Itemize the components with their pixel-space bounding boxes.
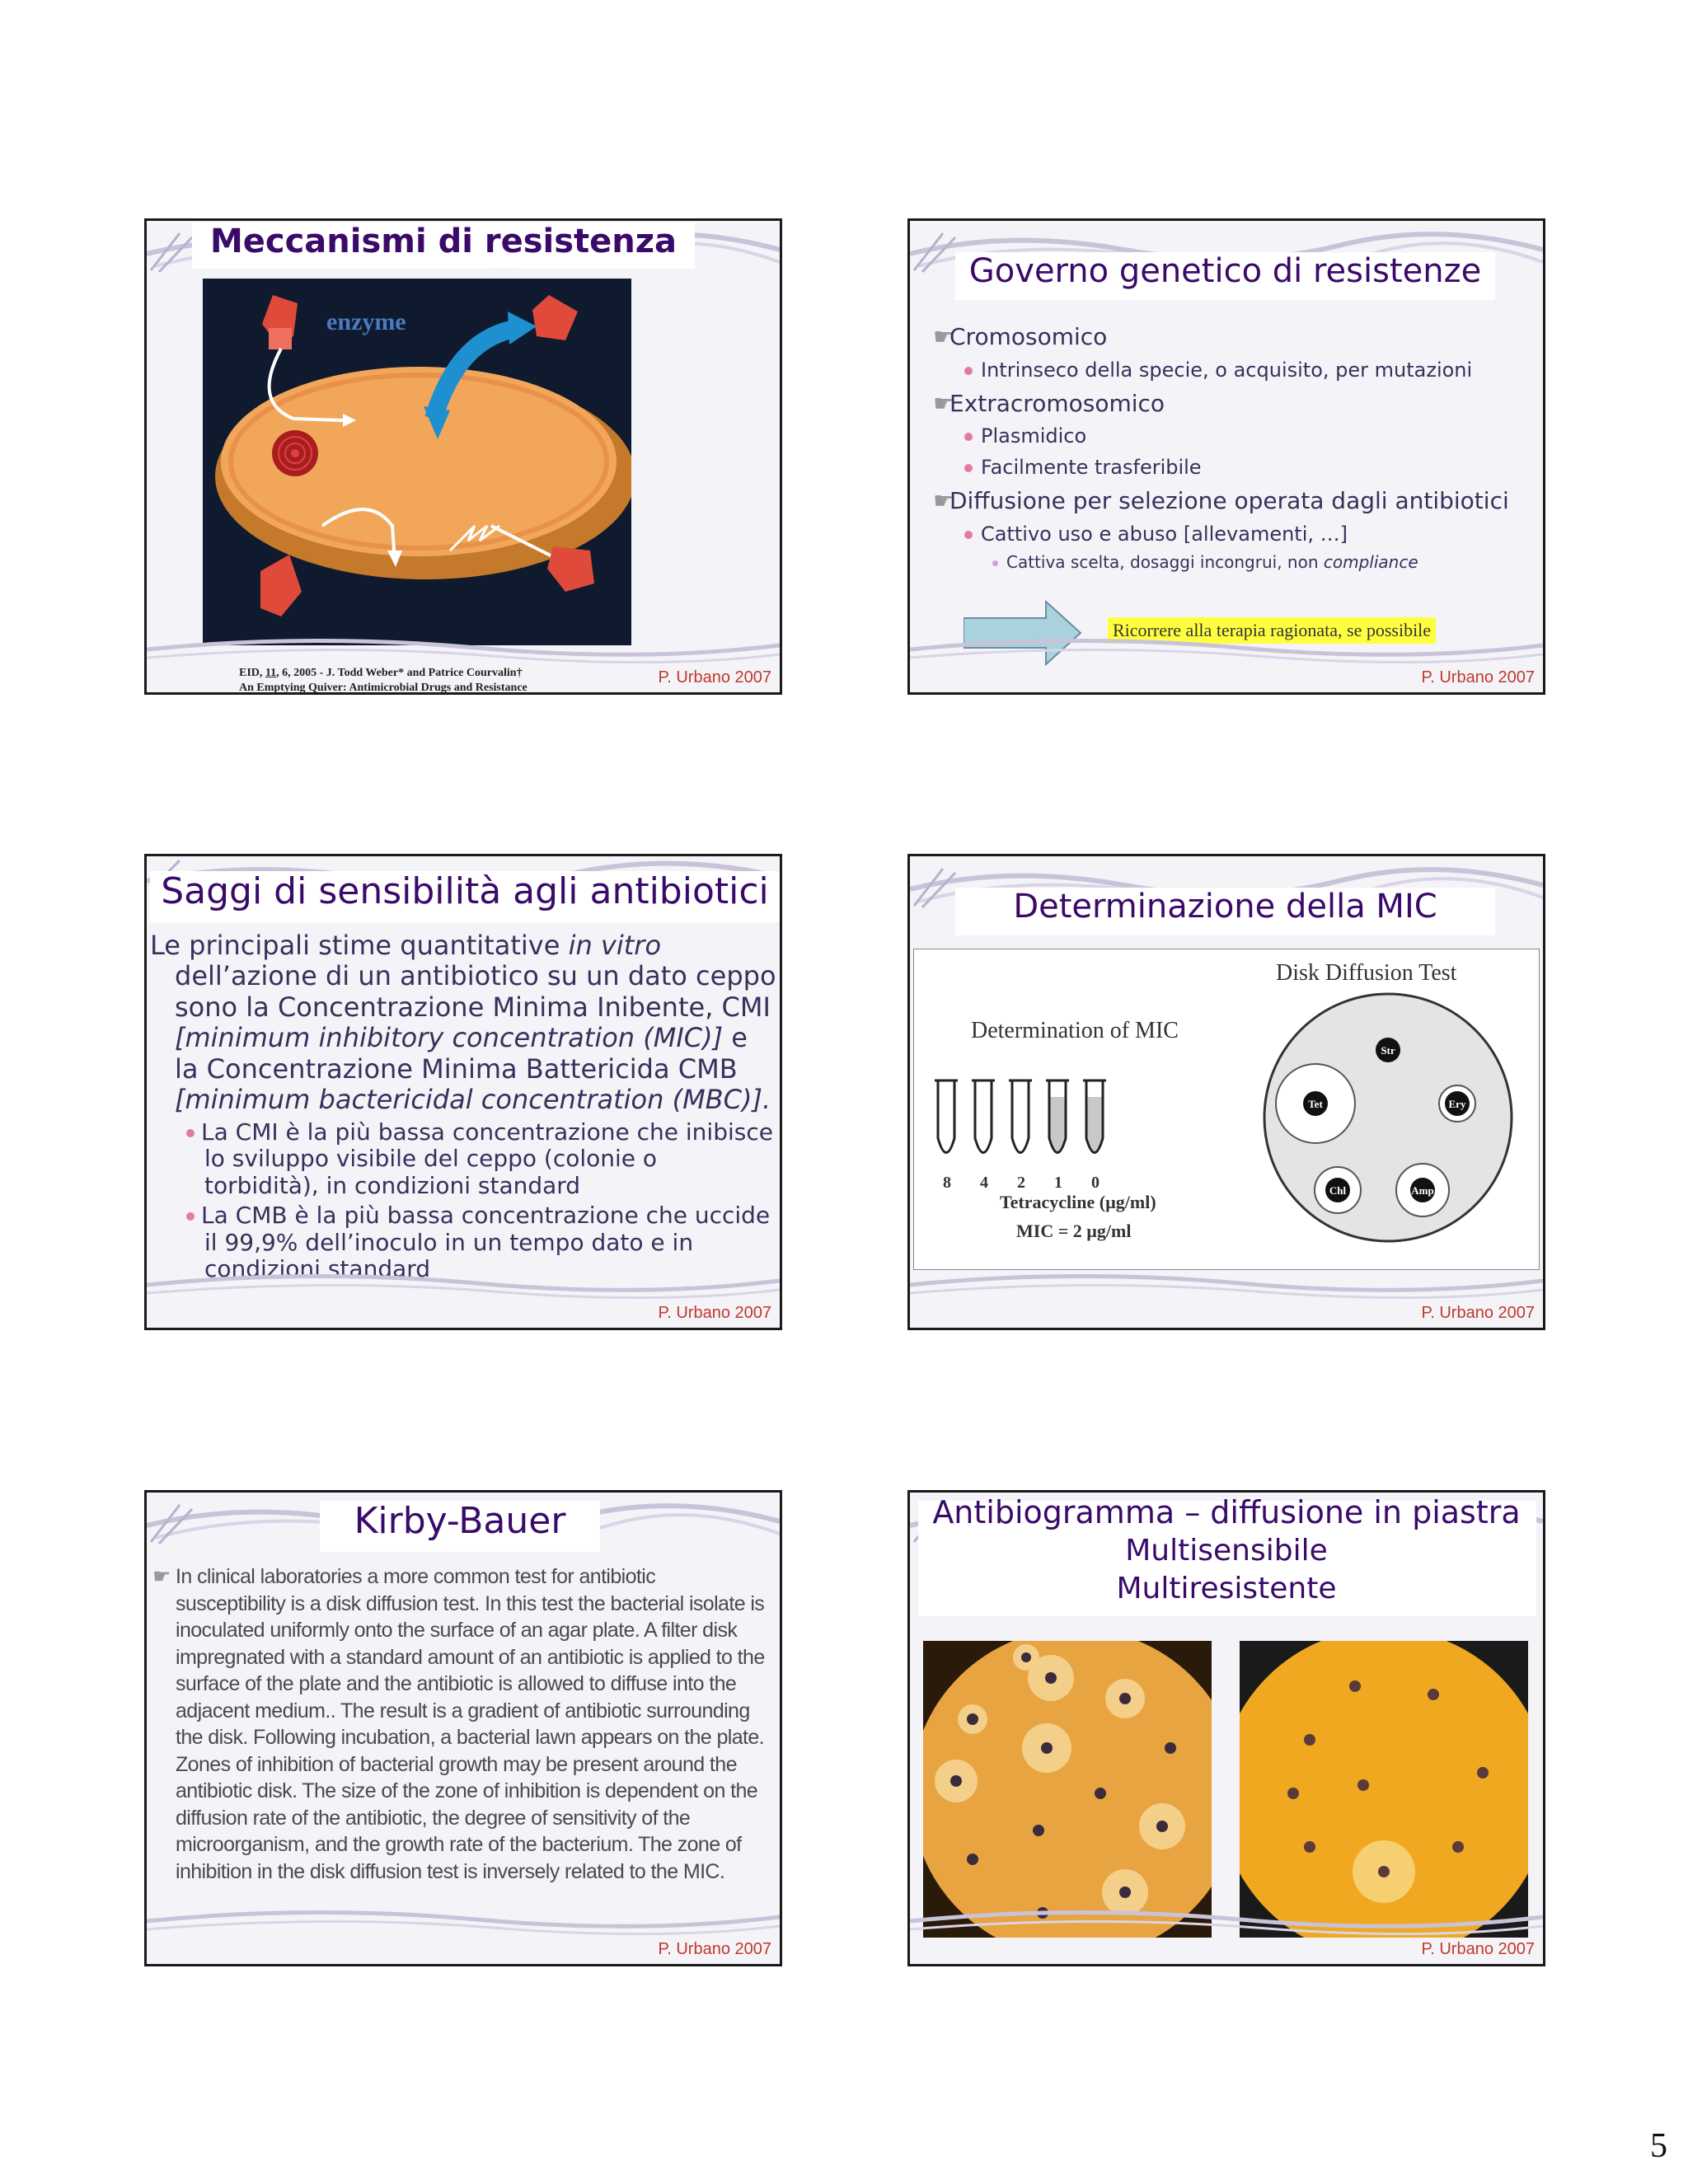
bullet-item: [964, 456, 1202, 479]
bullet-dot-icon: [964, 531, 973, 539]
tube-concentration-label: 0: [1091, 1174, 1100, 1192]
mic-result: MIC = 2 µg/ml: [1016, 1221, 1132, 1241]
antibiotic-disk: [1439, 1085, 1475, 1122]
page-number: 5: [1650, 2127, 1667, 2165]
slide-meccanismi: [144, 218, 782, 695]
mic-diagram: [913, 949, 1540, 1270]
slide-footer: P. Urbano 2007: [1421, 668, 1535, 687]
citation-part: EID,: [239, 667, 265, 679]
bullet-item: [933, 390, 1165, 417]
antibiotic-disk: [1396, 1164, 1449, 1216]
paragraph: In clinical laboratories a more common test for antibiotic susceptibility is a disk diffusion test. In this test the bacterial isolate is inoculated uniformly onto the surface of an agar plate. A filter disk impregnated with a standard amount of an antibiotic is applied to the surface of the plate and the antibiotic is allowed to diffuse into the adjacent medium.. The result is a gradient of antibiotic surrounding the disk. Following incubation, a bacterial lawn appears on the plate. Zones of inhibition of bacterial growth may be present around the antibiotic disk. The size of the zone of inhibition is dependent on the diffusion rate of the antibiotic, the degree of sensitivity of the microorganism, and the growth rate of the bacterium. The zone of inhibition in the disk diffusion test is inversely related to the MIC.: [176, 1565, 765, 1883]
bullet-text: Facilmente trasferibile: [981, 456, 1202, 479]
disk-test-title: Disk Diffusion Test: [1276, 960, 1457, 986]
slide-title: Governo genetico di resistenze: [955, 252, 1495, 300]
slide-footer: P. Urbano 2007: [658, 1304, 771, 1322]
slide-footer: P. Urbano 2007: [658, 668, 771, 687]
bullet-item: [992, 552, 1418, 572]
callout-highlight: Ricorrere alla terapia ragionata, se possibile: [1108, 617, 1436, 644]
bullet-item: [964, 523, 1348, 546]
disk-label: Tet: [1308, 1098, 1323, 1110]
quill-bullet-icon: ☛: [933, 390, 954, 417]
bullet-text: Cattivo uso e abuso [allevamenti, …]: [981, 523, 1348, 546]
slide-title: Determinazione della MIC: [955, 888, 1495, 935]
slide-determinazione-mic: [907, 854, 1545, 1330]
swirl-decoration: [910, 1268, 1543, 1301]
bullet-text: Plasmidico: [981, 424, 1087, 448]
slide-title: Saggi di sensibilità agli antibiotici: [150, 871, 780, 922]
antibiotic-disk: [1276, 1064, 1355, 1143]
swirl-decoration: [910, 1905, 1543, 1938]
bullet-dot-icon: [186, 1129, 195, 1137]
slide-subtitle: Multiresistente: [1116, 1572, 1337, 1605]
sub-bullet: [150, 1119, 776, 1199]
citation-title: An Emptying Quiver: Antimicrobial Drugs and Resistance: [239, 681, 528, 694]
bullet-text: Diffusione per selezione operata dagli antibiotici: [950, 487, 1509, 514]
quill-bullet-icon: ☛: [933, 487, 954, 514]
axis-label: Tetracycline (µg/ml): [1000, 1192, 1156, 1212]
slide-footer: P. Urbano 2007: [1421, 1940, 1535, 1958]
bullet-text: Extracromosomico: [950, 390, 1165, 417]
slide-title: Kirby-Bauer: [320, 1501, 600, 1552]
swirl-decoration: [147, 1905, 780, 1938]
citation-volume: 11: [265, 667, 277, 679]
text-run: dell’azione di un antibiotico su un dato ceppo sono la Concentrazione Minima Inibente, CMI: [175, 960, 776, 1023]
slide-subtitle: Multisensibile: [1125, 1534, 1328, 1568]
disk-label: Amp: [1411, 1184, 1434, 1197]
bullet-text: La CMB è la più bassa concentrazione che uccide il 99,9% dell’inoculo in un tempo dato e in condizioni standard: [201, 1202, 771, 1282]
bullet-dot-icon: [964, 464, 973, 472]
bullet-dot-icon: [186, 1212, 195, 1221]
citation: [239, 666, 626, 695]
bullet-dot-icon: [992, 560, 998, 566]
mic-title: Determination of MIC: [971, 1018, 1179, 1043]
swirl-decoration: [910, 633, 1543, 666]
text-run-italic: [minimum inhibitory concentration (MIC)]: [175, 1022, 724, 1054]
antibiotic-disk: [1315, 1167, 1361, 1213]
text-run-italic: [minimum bactericidal concentration (MBC)].: [175, 1084, 771, 1116]
intro-paragraph: [150, 930, 776, 1116]
bullet-dot-icon: [964, 367, 973, 375]
citation-part: , 6, 2005 - J. Todd Weber* and Patrice Courvalin†: [276, 667, 523, 679]
enzyme-label: enzyme: [326, 308, 406, 335]
tube-concentration-label: 4: [980, 1174, 988, 1192]
bullet-text: Cattiva scelta, dosaggi incongrui, non: [1006, 552, 1324, 572]
bullet-text-italic: compliance: [1323, 552, 1418, 572]
bullet-dot-icon: [964, 433, 973, 441]
bullet-text: Intrinseco della specie, o acquisito, per mutazioni: [981, 359, 1473, 382]
slide-governo-genetico: [907, 218, 1545, 695]
slide-kirby-bauer: [144, 1490, 782, 1966]
bullet-text: La CMI è la più bassa concentrazione che inibisce lo sviluppo visibile del ceppo (colonie o torbidità), in condizioni standard: [201, 1118, 773, 1199]
slide-saggi-sensibilita: [144, 854, 782, 1330]
bullet-item: [933, 323, 1107, 350]
disk-label: Str: [1381, 1044, 1395, 1057]
slide-footer: P. Urbano 2007: [1421, 1304, 1535, 1322]
tube-concentration-label: 1: [1054, 1174, 1062, 1192]
swirl-decoration: [147, 1268, 780, 1301]
kirby-bauer-text: [152, 1563, 769, 1885]
slide-antibiogramma: [907, 1490, 1545, 1966]
disk-label: Chl: [1329, 1184, 1347, 1197]
bullet-text: Cromosomico: [950, 323, 1108, 350]
slide-body: [150, 930, 776, 1282]
plate-multiresistente: [1240, 1641, 1528, 1938]
bullet-item: [964, 359, 1472, 382]
swirl-decoration: [147, 633, 780, 666]
slide-title: Antibiogramma – diffusione in piastra: [932, 1494, 1521, 1530]
quill-bullet-icon: ☛: [152, 1565, 171, 1588]
disk-label: Ery: [1448, 1098, 1466, 1110]
text-run-italic: in vitro: [568, 930, 662, 961]
plate-multisensibile: [923, 1641, 1212, 1938]
slide-title: Meccanismi di resistenza: [192, 223, 695, 269]
text-run: Le principali stime quantitative: [150, 930, 569, 961]
tube-concentration-label: 2: [1017, 1174, 1025, 1192]
quill-bullet-icon: ☛: [933, 323, 954, 350]
slide-footer: P. Urbano 2007: [658, 1940, 771, 1958]
tube-concentration-label: 8: [943, 1174, 951, 1192]
bullet-item: [964, 424, 1086, 448]
bullet-item: [933, 487, 1509, 514]
text-run: e la Concentrazione Minima Battericida CMB: [175, 1022, 748, 1085]
antibiotic-disk: [1376, 1038, 1400, 1062]
resistance-mechanism-illustration: [203, 279, 631, 645]
